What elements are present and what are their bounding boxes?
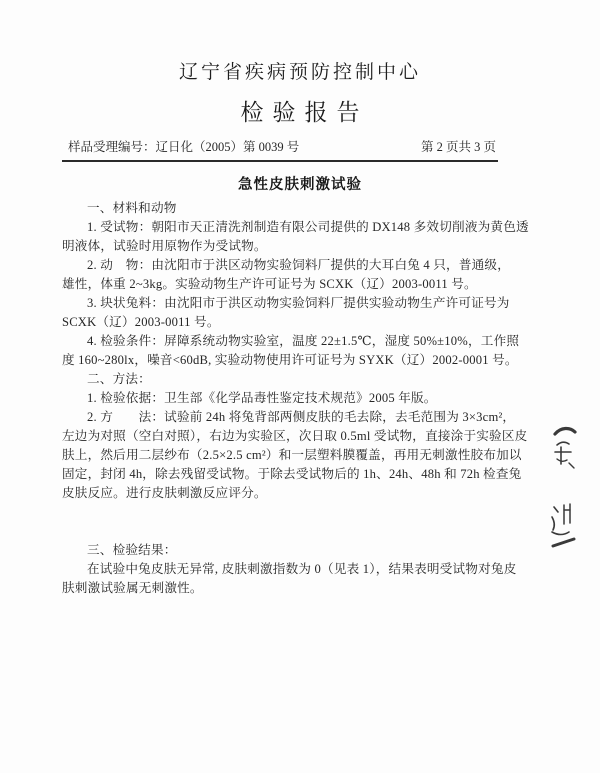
body-line: 明液体，试验时用原物作为受试物。 [62,239,267,254]
body-line: 2. 动 物：由沈阳市于洪区动物实验饲料厂提供的大耳白兔 4 只，普通级， [87,258,510,273]
sample-number: 样品受理编号：辽日化（2005）第 0039 号 [68,140,300,155]
body-line: 3. 块状兔料：由沈阳市于洪区动物实验饲料厂提供实验动物生产许可证号为 [87,296,510,311]
body-line: 左边为对照（空白对照），右边为实验区，次日取 0.5ml 受试物，直接涂于实验区皮 [62,429,528,444]
handwritten-margin-note [543,412,591,552]
body-line [62,522,540,541]
body-text [62,199,540,598]
section-title: 急性皮肤刺激试验 [238,177,362,194]
body-line: SCXK（辽）2003-0011 号。 [62,315,220,330]
body-line: 4. 检验条件：屏障系统动物实验室，温度 22±1.5℃，湿度 50%±10%，工作照 [87,334,520,349]
body-line: 三、检验结果： [87,543,177,558]
body-line: 肤上，然后用二层纱布（2.5×2.5 cm²）和一层塑料膜覆盖，再用无刺激性胶布加以 [62,448,522,463]
body-line: 度 160~280lx，噪音<60dB, 实验动物使用许可证号为 SYXK（辽）2002-0001 号。 [62,353,518,368]
body-line: 雄性，体重 2~3kg。实验动物生产许可证号为 SCXK（辽）2003-0011 号。 [62,277,477,292]
header-rule [62,160,498,162]
body-line: 固定，封闭 4h，除去残留受试物。于除去受试物后的 1h、24h、48h 和 72h 检查兔 [62,467,522,482]
body-line: 二、方法： [87,372,151,387]
body-line: 一、材料和动物 [87,201,177,216]
body-line: 1. 检验依据：卫生部《化学品毒性鉴定技术规范》2005 年版。 [87,391,437,406]
meta-row [0,139,600,155]
body-line: 肤刺激试验属无刺激性。 [62,581,203,596]
org-name: 辽宁省疾病预防控制中心 [178,62,421,83]
page-indicator: 第 2 页共 3 页 [420,140,496,155]
body-line [62,503,540,522]
body-line: 在试验中兔皮肤无异常, 皮肤刺激指数为 0（见表 1），结果表明受试物对兔皮 [87,562,517,577]
body-line: 2. 方 法：试验前 24h 将兔背部两侧皮肤的毛去除，去毛范围为 3×3cm²， [87,410,516,425]
body-line: 皮肤反应。进行皮肤刺激反应评分。 [62,486,267,501]
body-line: 1. 受试物：朝阳市天正清洗剂制造有限公司提供的 DX148 多效切削液为黄色透 [87,220,529,235]
report-title: 检验报告 [240,99,369,125]
